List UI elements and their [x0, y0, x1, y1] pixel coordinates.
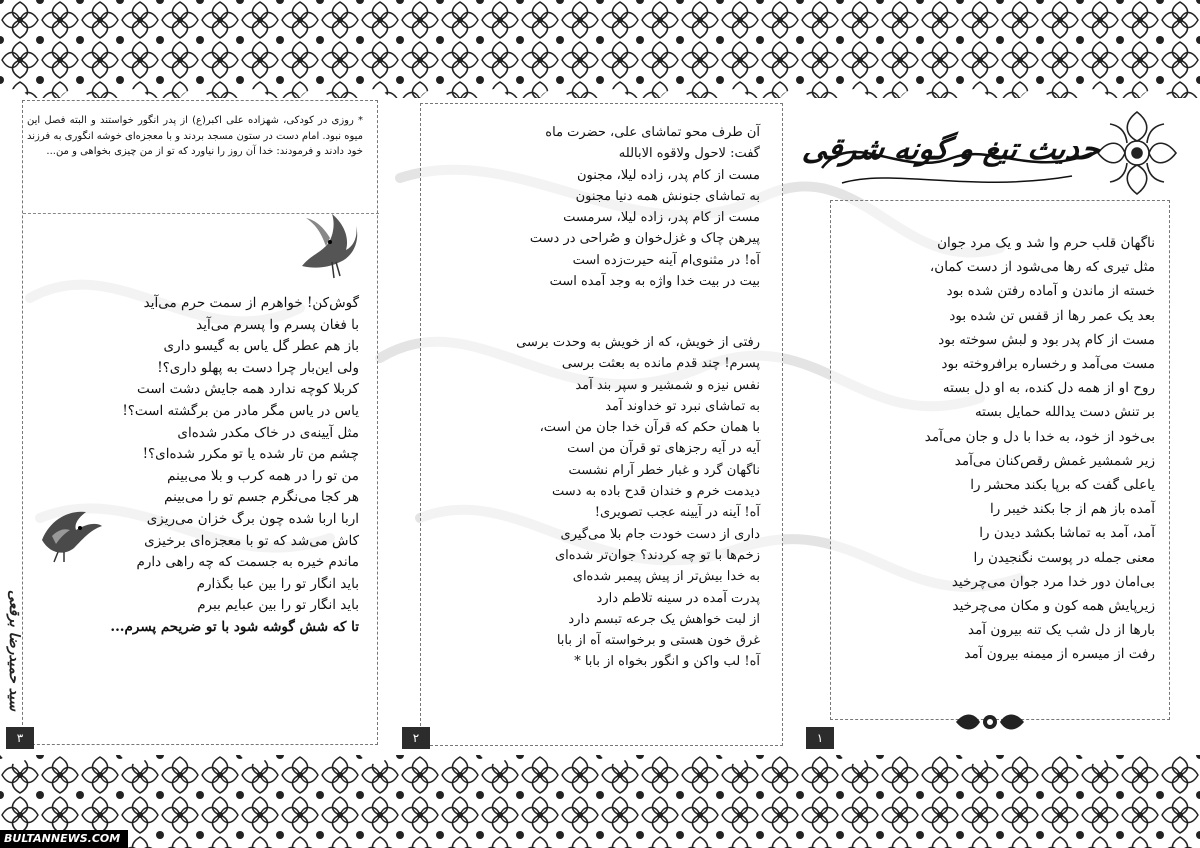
poem-page-two-second-stanza — [516, 332, 760, 673]
page-two — [420, 103, 783, 746]
verse-line: آن طرف محو تماشای علی، حضرت ماه — [545, 125, 760, 140]
bottom-ornament-band — [0, 755, 1200, 848]
verse-line: پدرت آمده در سینه تلاطم دارد — [596, 590, 760, 606]
page-one — [830, 200, 1170, 720]
verse-line: ولی این‌بار چرا دست به پهلو داری؟! — [157, 359, 359, 376]
title-calligraphy — [800, 108, 1180, 198]
verse-line: آه! در مثنوی‌ام آینه حیرت‌زده است — [572, 252, 760, 268]
verse-line: بعد یک عمر رها از قفس تن شده بود — [949, 307, 1155, 324]
verse-line: باید انگار تو را بین عبا بگذارم — [196, 575, 359, 592]
page-number-three: ۳ — [6, 727, 34, 749]
verse-line: زیرپایش همه کون و مکان می‌چرخید — [952, 598, 1155, 615]
verse-line: مست از کام پدر، زاده لیلا، سرمست — [563, 210, 760, 226]
verse-line: پسرم! چند قدم مانده به بعثت برسی — [561, 356, 760, 372]
verse-line: بر تنش دست یدالله حمایل بسته — [974, 404, 1155, 421]
verse-line: به تماشای جنونش همه دنیا مجنون — [575, 188, 760, 204]
verse-line: آمد، آمد به تماشا بکشد دیدن را — [979, 525, 1155, 542]
site-watermark: BULTANNEWS.COM — [0, 830, 128, 848]
arabesque-pattern-bottom — [0, 755, 1200, 848]
verse-line: آمده باز هم از جا بکند خیبر را — [990, 501, 1155, 518]
poem-page-two-first-stanza — [530, 122, 760, 292]
verse-line: با فغان پسرم وا پسرم می‌آید — [196, 316, 359, 333]
verse-line: کاش می‌شد که تو با معجزه‌ای برخیزی — [144, 532, 359, 549]
verse-line: کربلا کوچه ندارد همه جایش دشت است — [136, 381, 359, 398]
verse-line: با همان حکم که قرآن خدا جان من است، — [539, 420, 760, 436]
verse-line: به تماشای نبرد تو خداوند آمد — [605, 398, 760, 414]
poem-page-one — [925, 231, 1155, 667]
verse-line: گوش‌کن! خواهرم از سمت حرم می‌آید — [143, 295, 359, 311]
top-ornament-band — [0, 0, 1200, 98]
verse-line: بی‌امان دور خدا مرد جوان می‌چرخید — [951, 573, 1155, 590]
verse-line: چشم من تار شده یا تو مکرر شده‌ای؟! — [142, 446, 359, 463]
ornament-divider-icon — [952, 710, 1028, 734]
verse-line: بی‌خود از خود، به خدا با دل و جان می‌آمد — [924, 428, 1155, 445]
verse-line: مست از کام پدر بود و لبش سوخته بود — [938, 331, 1155, 348]
verse-line: مثل تیری که رها می‌شود از دست کمان، — [929, 259, 1155, 276]
poet-signature: سید حمیدرضا برقعی — [6, 590, 22, 712]
verse-line: از لبت خواهش یک جرعه تبسم دارد — [568, 611, 760, 627]
book-title: حدیث تیغ و گونه شرقی — [800, 132, 1103, 167]
verse-line: آه! آینه در آیینه عجب تصویری! — [594, 505, 760, 521]
verse-line: آه! لب واکن و انگور بخواه از بابا * — [574, 654, 760, 670]
verse-line: باز هم عطر گل یاس به گیسو داری — [163, 338, 359, 355]
verse-line: غرق خون هستی و برخواسته آه از بابا — [556, 633, 760, 649]
verse-line: مثل آیینه‌ی در خاک مکدر شده‌ای — [177, 424, 359, 441]
verse-line: باید انگار تو را بین عبایم ببرم — [197, 597, 359, 614]
page-number-one: ۱ — [806, 727, 834, 749]
verse-line-final: تا که شش گوشه شود با تو ضریحم پسرم... — [110, 618, 359, 635]
verse-line: یاعلی گفت که برپا بکند محشر را — [970, 477, 1155, 494]
verse-line: مست از کام پدر، زاده لیلا، مجنون — [577, 167, 760, 183]
verse-line: زیر شمشیر غمش رقص‌کنان می‌آمد — [954, 452, 1155, 469]
verse-line: گفت: لاحول ولاقوه الابالله — [618, 146, 760, 162]
poem-page-three — [110, 293, 359, 639]
verse-line: ماندم خیره به جسمت که چه راهی دارم — [136, 554, 359, 571]
verse-line: به خدا بیش‌تر از پیش پیمبر شده‌ای — [572, 569, 760, 585]
verse-line: پیرهن چاک و غزل‌خوان و صُراحی در دست — [529, 231, 760, 247]
verse-line: معنی جمله در پوست نگنجیدن را — [973, 549, 1155, 566]
verse-line: آیه در آیه رجزهای تو قرآن من است — [567, 441, 760, 457]
verse-line: رفتی از خویش، که از خویش به وحدت برسی — [516, 335, 760, 350]
verse-line: ناگهان گرد و غبار خطر آرام نشست — [568, 462, 760, 478]
verse-line: یاس در یاس مگر مادر من برگشته است؟! — [122, 402, 359, 419]
verse-line: داری از دست خودت جام بلا می‌گیری — [560, 526, 760, 542]
bird-illustration — [34, 500, 104, 564]
verse-line: خسته از ماندن و آماده رفتن شده بود — [946, 283, 1155, 300]
verse-line: بیت در بیت خدا واژه به وجد آمده است — [549, 274, 760, 290]
verse-line: مست می‌آمد و رخساره برافروخته بود — [941, 356, 1155, 373]
verse-line: ناگهان قلب حرم وا شد و یک مرد جوان — [937, 235, 1155, 251]
intro-paragraph: * روزی در کودکی، شهزاده علی اکبر(ع) از پدر انگور خواستند و البته فصل این میوه نبود. امام دست در ستون مسجد بردند و با معجزه‌ای خوشه انگوری به فرزند خود دادند و فرمودند: خدا آن روز را نیاورد که تو از من چیزی بخواهی و من... — [27, 115, 363, 157]
verse-line: من تو را در همه کرب و بلا می‌بینم — [167, 467, 359, 484]
verse-line: زخم‌ها با تو چه کردند؟ جوان‌تر شده‌ای — [554, 547, 760, 563]
verse-line: نفس نیزه و شمشیر و سپر بند آمد — [575, 377, 760, 393]
verse-line: رفت از میسره از میمنه بیرون آمد — [964, 646, 1155, 663]
verse-line: هر کجا می‌نگرم جسم تو را می‌بینم — [164, 489, 359, 506]
verse-line: اربا اربا شده چون برگ خزان می‌ریزی — [146, 510, 359, 527]
verse-line: بارها از دل شب یک تنه بیرون آمد — [967, 622, 1155, 639]
page-number-two: ۲ — [402, 727, 430, 749]
verse-line: روح او از همه دل کنده، به او دل بسته — [942, 380, 1155, 397]
verse-line: دیدمت خرم و خندان قدح باده به دست — [551, 484, 760, 500]
bird-illustration — [292, 196, 360, 282]
arabesque-pattern-top — [0, 0, 1200, 98]
